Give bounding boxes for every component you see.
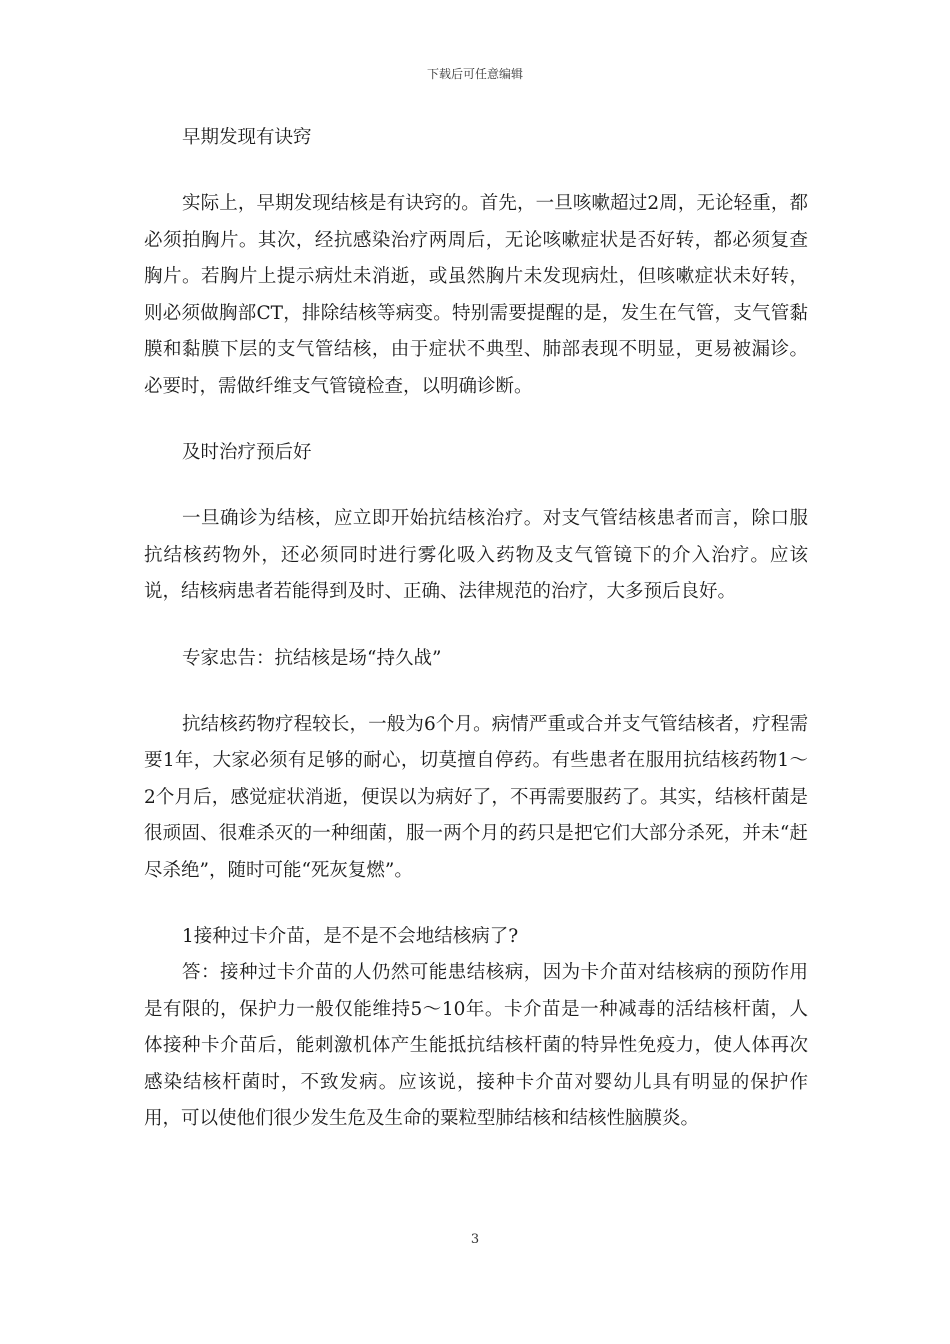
section-body-timely-treatment: 一旦确诊为结核，应立即开始抗结核治疗。对支气管结核患者而言，除口服抗结核药物外，还必须同时进行雾化吸入药物及支气管镜下的介入治疗。应该说，结核病患者若能得到及时、正确、法律规范的治疗，大多预后良好。 bbox=[144, 508, 808, 602]
document-body bbox=[144, 118, 808, 1138]
page-header: 下载后可任意编辑 bbox=[426, 67, 523, 81]
section-heading-expert-advice: 专家忠告：抗结核是场“持久战” bbox=[182, 647, 442, 669]
section-body-early-detection: 实际上，早期发现结核是有诀窍的。首先，一旦咳嗽超过2周，无论轻重，都必须拍胸片。其次，经抗感染治疗两周后，无论咳嗽症状是否好转，都必须复查胸片。若胸片上提示病灶未消逝，或虽然胸片未发现病灶，但咳嗽症状未好转，则必须做胸部CT，排除结核等病变。特别需要提醒的是，发生在气管，支气管黏膜和黏膜下层的支气管结核，由于症状不典型、肺部表现不明显，更易被漏诊。必要时，需做纤维支气管镜检查，以明确诊断。 bbox=[144, 193, 808, 397]
qa-question: 1接种过卡介苗，是不是不会地结核病了? bbox=[182, 926, 519, 947]
section-heading-early-detection: 早期发现有诀窍 bbox=[182, 127, 312, 148]
section-heading-timely-treatment: 及时治疗预后好 bbox=[182, 442, 312, 463]
page-number: 3 bbox=[470, 1232, 480, 1247]
qa-answer: 答：接种过卡介苗的人仍然可能患结核病，因为卡介苗对结核病的预防作用是有限的，保护力一般仅能维持5～10年。卡介苗是一种减毒的活结核杆菌，人体接种卡介苗后，能刺激机体产生能抵抗结核杆菌的特异性免疫力，使人体再次感染结核杆菌时，不致发病。应该说，接种卡介苗对婴幼儿具有明显的保护作用，可以使他们很少发生危及生命的粟粒型肺结核和结核性脑膜炎。 bbox=[144, 962, 808, 1129]
section-body-expert-advice: 抗结核药物疗程较长，一般为6个月。病情严重或合并支气管结核者，疗程需要1年，大家必须有足够的耐心，切莫擅自停药。有些患者在服用抗结核药物1～2个月后，感觉症状消逝，便误以为病好了，不再需要服药了。其实，结核杆菌是很顽固、很难杀灭的一种细菌，服一两个月的药只是把它们大部分杀死，并未“赶尽杀绝”，随时可能“死灰复燃”。 bbox=[144, 713, 808, 881]
